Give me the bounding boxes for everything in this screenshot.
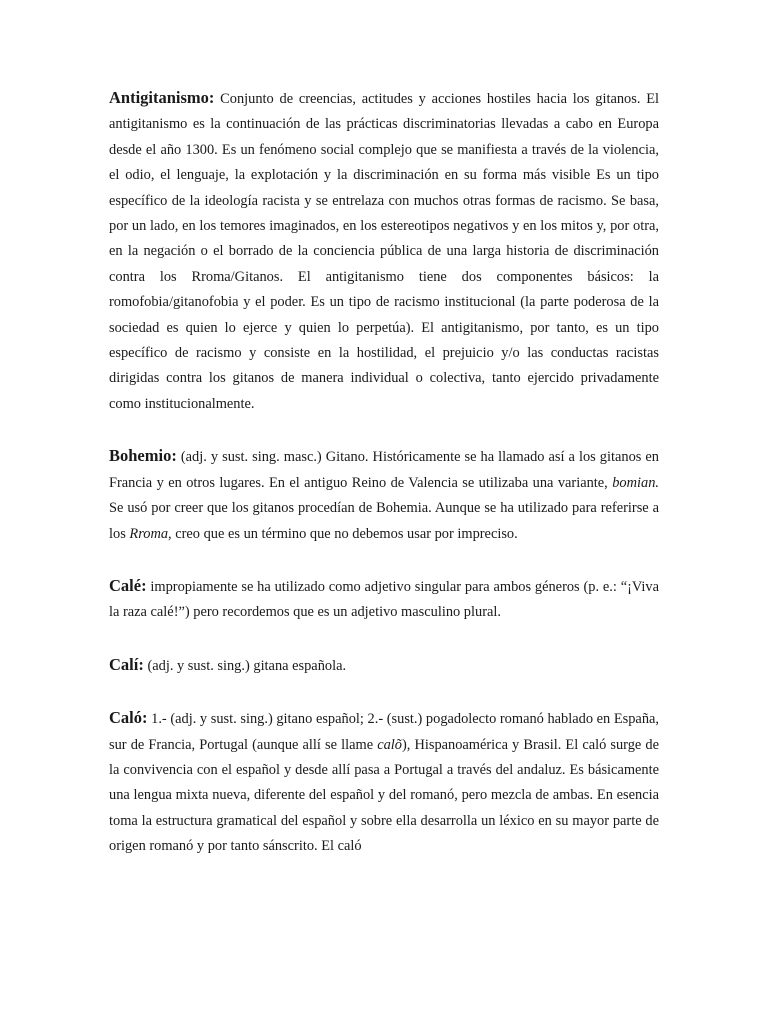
entry-definition: impropiamente se ha utilizado como adjetivo singular para ambos géneros (p. e.: “¡Viva la raza calé!”) pero recordemos que es un adjetivo masculino plural. — [109, 578, 659, 621]
entry-term: Antigitanismo: — [109, 88, 215, 107]
entry-term: Calí: — [109, 654, 144, 674]
italic-term-calo-portugues: calõ — [377, 736, 402, 753]
entry-term: Bohemio: — [109, 446, 177, 466]
italic-term-bomian: bomian. — [612, 474, 659, 491]
entry-cali — [109, 652, 659, 679]
entry-definition: , creo que es un término que no debemos usar por impreciso. — [168, 525, 518, 542]
entry-definition: (adj. y sust. sing.) gitana española. — [143, 657, 347, 674]
entry-antigitanismo — [109, 85, 659, 417]
italic-term-rroma: Rroma — [129, 525, 169, 542]
entry-definition: 1.- (adj. y sust. sing.) gitano español; 2.- (sust.) pogadolecto romanó hablado en España, sur de Francia, Portugal (aunque allí se llame — [109, 711, 659, 753]
entry-definition: ), Hispanoamérica y Brasil. El caló surge de la convivencia con el español y desde allí pasa a Portugal a través del andaluz. Es básicamente una lengua mixta nueva, diferente del español y del romanó, pero mezcla de ambas. En esencia toma la estructura gramatical del español y sobre ella desarrolla un léxico en su mayor parte de origen romanó y por tanto sánscrito. El caló — [109, 736, 659, 855]
entry-cale — [109, 573, 659, 626]
entry-definition: (adj. y sust. sing. masc.) Gitano. Históricamente se ha llamado así a los gitanos en Francia y en otros lugares. En el antiguo Reino de Valencia se utilizaba una variante, — [109, 449, 659, 491]
document-page — [109, 85, 659, 886]
entry-term: Calé: — [109, 575, 147, 595]
entry-bohemio — [109, 443, 659, 547]
entry-term: Caló: — [109, 708, 148, 728]
entry-definition: Se usó por creer que los gitanos procedían de Bohemia. Aunque se ha utilizado para referirse a los — [109, 500, 659, 542]
entry-definition: Conjunto de creencias, actitudes y acciones hostiles hacia los gitanos. El antigitanismo es la continuación de las prácticas discriminatorias llevadas a cabo en Europa desde el año 1300. Es un fenómeno social complejo que se manifiesta a través de la violencia, el odio, el lenguaje, la explotación y la discriminación en su forma más visible Es un tipo específico de la ideología racista y se entrelaza con muchos otras formas de racismo. Se basa, por un lado, en los temores imaginados, en los estereotipos negativos y en los mitos y, por otra, en la negación o el borrado de la conciencia pública de una larga historia de discriminación contra los Rroma/Gitanos. El antigitanismo tiene dos componentes básicos: la romofobia/gitanofobia y el poder. Es un tipo de racismo institucional (la parte poderosa de la sociedad es quien lo ejerce y quien lo perpetúa). El antigitanismo, por tanto, es un tipo específico de racismo y consiste en la hostilidad, el prejuicio y/o las conductas racistas dirigidas contra los gitanos de manera individual o colectiva, tanto ejercido privadamente como institucionalmente. — [109, 91, 659, 412]
entry-calo — [109, 705, 659, 859]
